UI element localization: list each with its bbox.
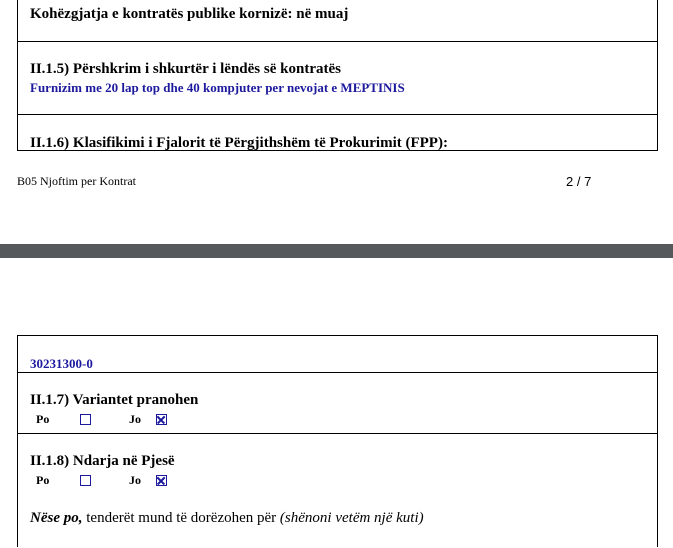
variants-jo-label: Jo [129, 412, 141, 426]
variants-heading: II.1.7) Variantet pranohen [30, 392, 199, 408]
document-page-2 [0, 258, 673, 545]
contract-details-table [17, 0, 658, 151]
lots-row [18, 434, 657, 548]
short-description-value: Furnizim me 20 lap top dhe 40 kompjuter per nevojat e MEPTINIS [30, 80, 405, 95]
variants-po-checkbox[interactable] [80, 414, 91, 425]
lots-note-lead: Nëse po, [30, 510, 83, 526]
framework-duration-row [18, 0, 657, 42]
variants-options [30, 412, 657, 427]
variants-row [18, 373, 657, 434]
lots-heading: II.1.8) Ndarja në Pjesë [30, 453, 175, 469]
short-description-heading: II.1.5) Përshkrim i shkurtër i lëndës së kontratës [30, 61, 341, 77]
lots-po-label: Po [36, 473, 50, 487]
variants-jo-checkbox[interactable] [156, 414, 167, 425]
variants-po-label: Po [36, 412, 50, 426]
lots-jo-checkbox[interactable] [156, 475, 167, 486]
lots-note-middle: tenderët mund të dorëzohen për [82, 510, 280, 526]
lots-note-instruction: (shënoni vetëm një kuti) [279, 510, 424, 526]
cpv-classification-row [18, 115, 657, 150]
cpv-code-row [18, 336, 657, 373]
page-separator [0, 244, 673, 258]
contract-details-table-continued [17, 335, 658, 547]
cpv-code-value: 30231300-0 [30, 356, 93, 371]
short-description-row [18, 42, 657, 115]
lots-options [30, 473, 657, 488]
lots-po-checkbox[interactable] [80, 475, 91, 486]
cpv-classification-heading: II.1.6) Klasifikimi i Fjalorit të Përgjithshëm të Prokurimit (FPP): [30, 135, 448, 151]
footer-page-number: 2 / 7 [566, 174, 592, 189]
framework-duration-label: Kohëzgjatja e kontratës publike kornizë: në muaj [30, 6, 349, 22]
lots-jo-label: Jo [129, 473, 141, 487]
lots-submission-note [30, 510, 657, 527]
document-page-1 [0, 0, 673, 244]
footer-form-name: B05 Njoftim per Kontrat [17, 174, 136, 188]
